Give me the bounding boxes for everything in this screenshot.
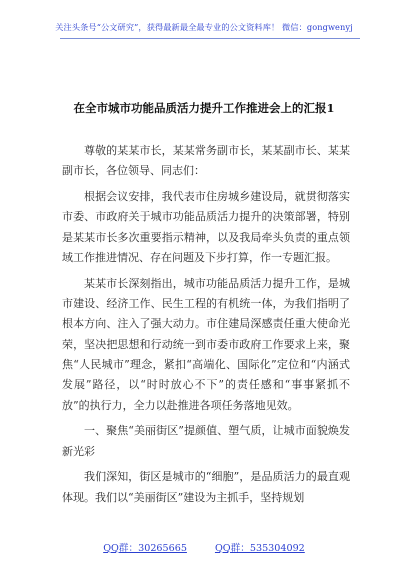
header-divider [60, 38, 360, 39]
section-heading: 一、聚焦“美丽街区”提颜值、塑气质，让城市面貌焕发新光彩 [62, 424, 350, 458]
footer-contacts [0, 540, 408, 554]
body-paragraph: 根据会议安排，我代表市住房城乡建设局，就贯彻落实市委、市政府关于城市功能品质活力提升的决策部署，特别是某某市长多次重要指示精神，以及我局牵头负责的重点领域工作推进情况、存在问题及下步打算，作一专题汇报。 [62, 190, 350, 264]
header-banner: 关注头条号“公文研究”，获得最新最全最专业的公文资料库！ 微信：gongwenyj [55, 22, 353, 32]
body-paragraph: 某某市长深刻指出，城市功能品质活力提升工作，是城市建设、经济工作、民生工程的有机统一体，为我们指明了根本方向、注入了强大动力。市住建局深感责任重大使命光荣，坚决把思想和行动统一到市委市政府工作要求上来，聚焦“人民城市”理念，紧扣“高端化、国际化”定位和“内涵式发展”路径，以“时时放心不下”的责任感和“事事紧抓不放”的执行力，全力以赴推进各项任务落地见效。 [62, 276, 350, 412]
document-title: 在全市城市功能品质活力提升工作推进会上的汇报1 [73, 101, 335, 115]
salutation-paragraph: 尊敬的某某市长，某某常务副市长，某某副市长、某某副市长，各位领导、同志们： [62, 144, 350, 178]
body-paragraph: 我们深知，街区是城市的“细胞”，是品质活力的最直观体现。我们以“美丽街区”建设为主抓手，坚持规划 [62, 470, 350, 504]
document-body [62, 141, 350, 514]
footer-qq-group-2[interactable]: QQ群：535304092 [214, 543, 305, 554]
footer-qq-group-1[interactable]: QQ群：30265665 [103, 543, 187, 554]
